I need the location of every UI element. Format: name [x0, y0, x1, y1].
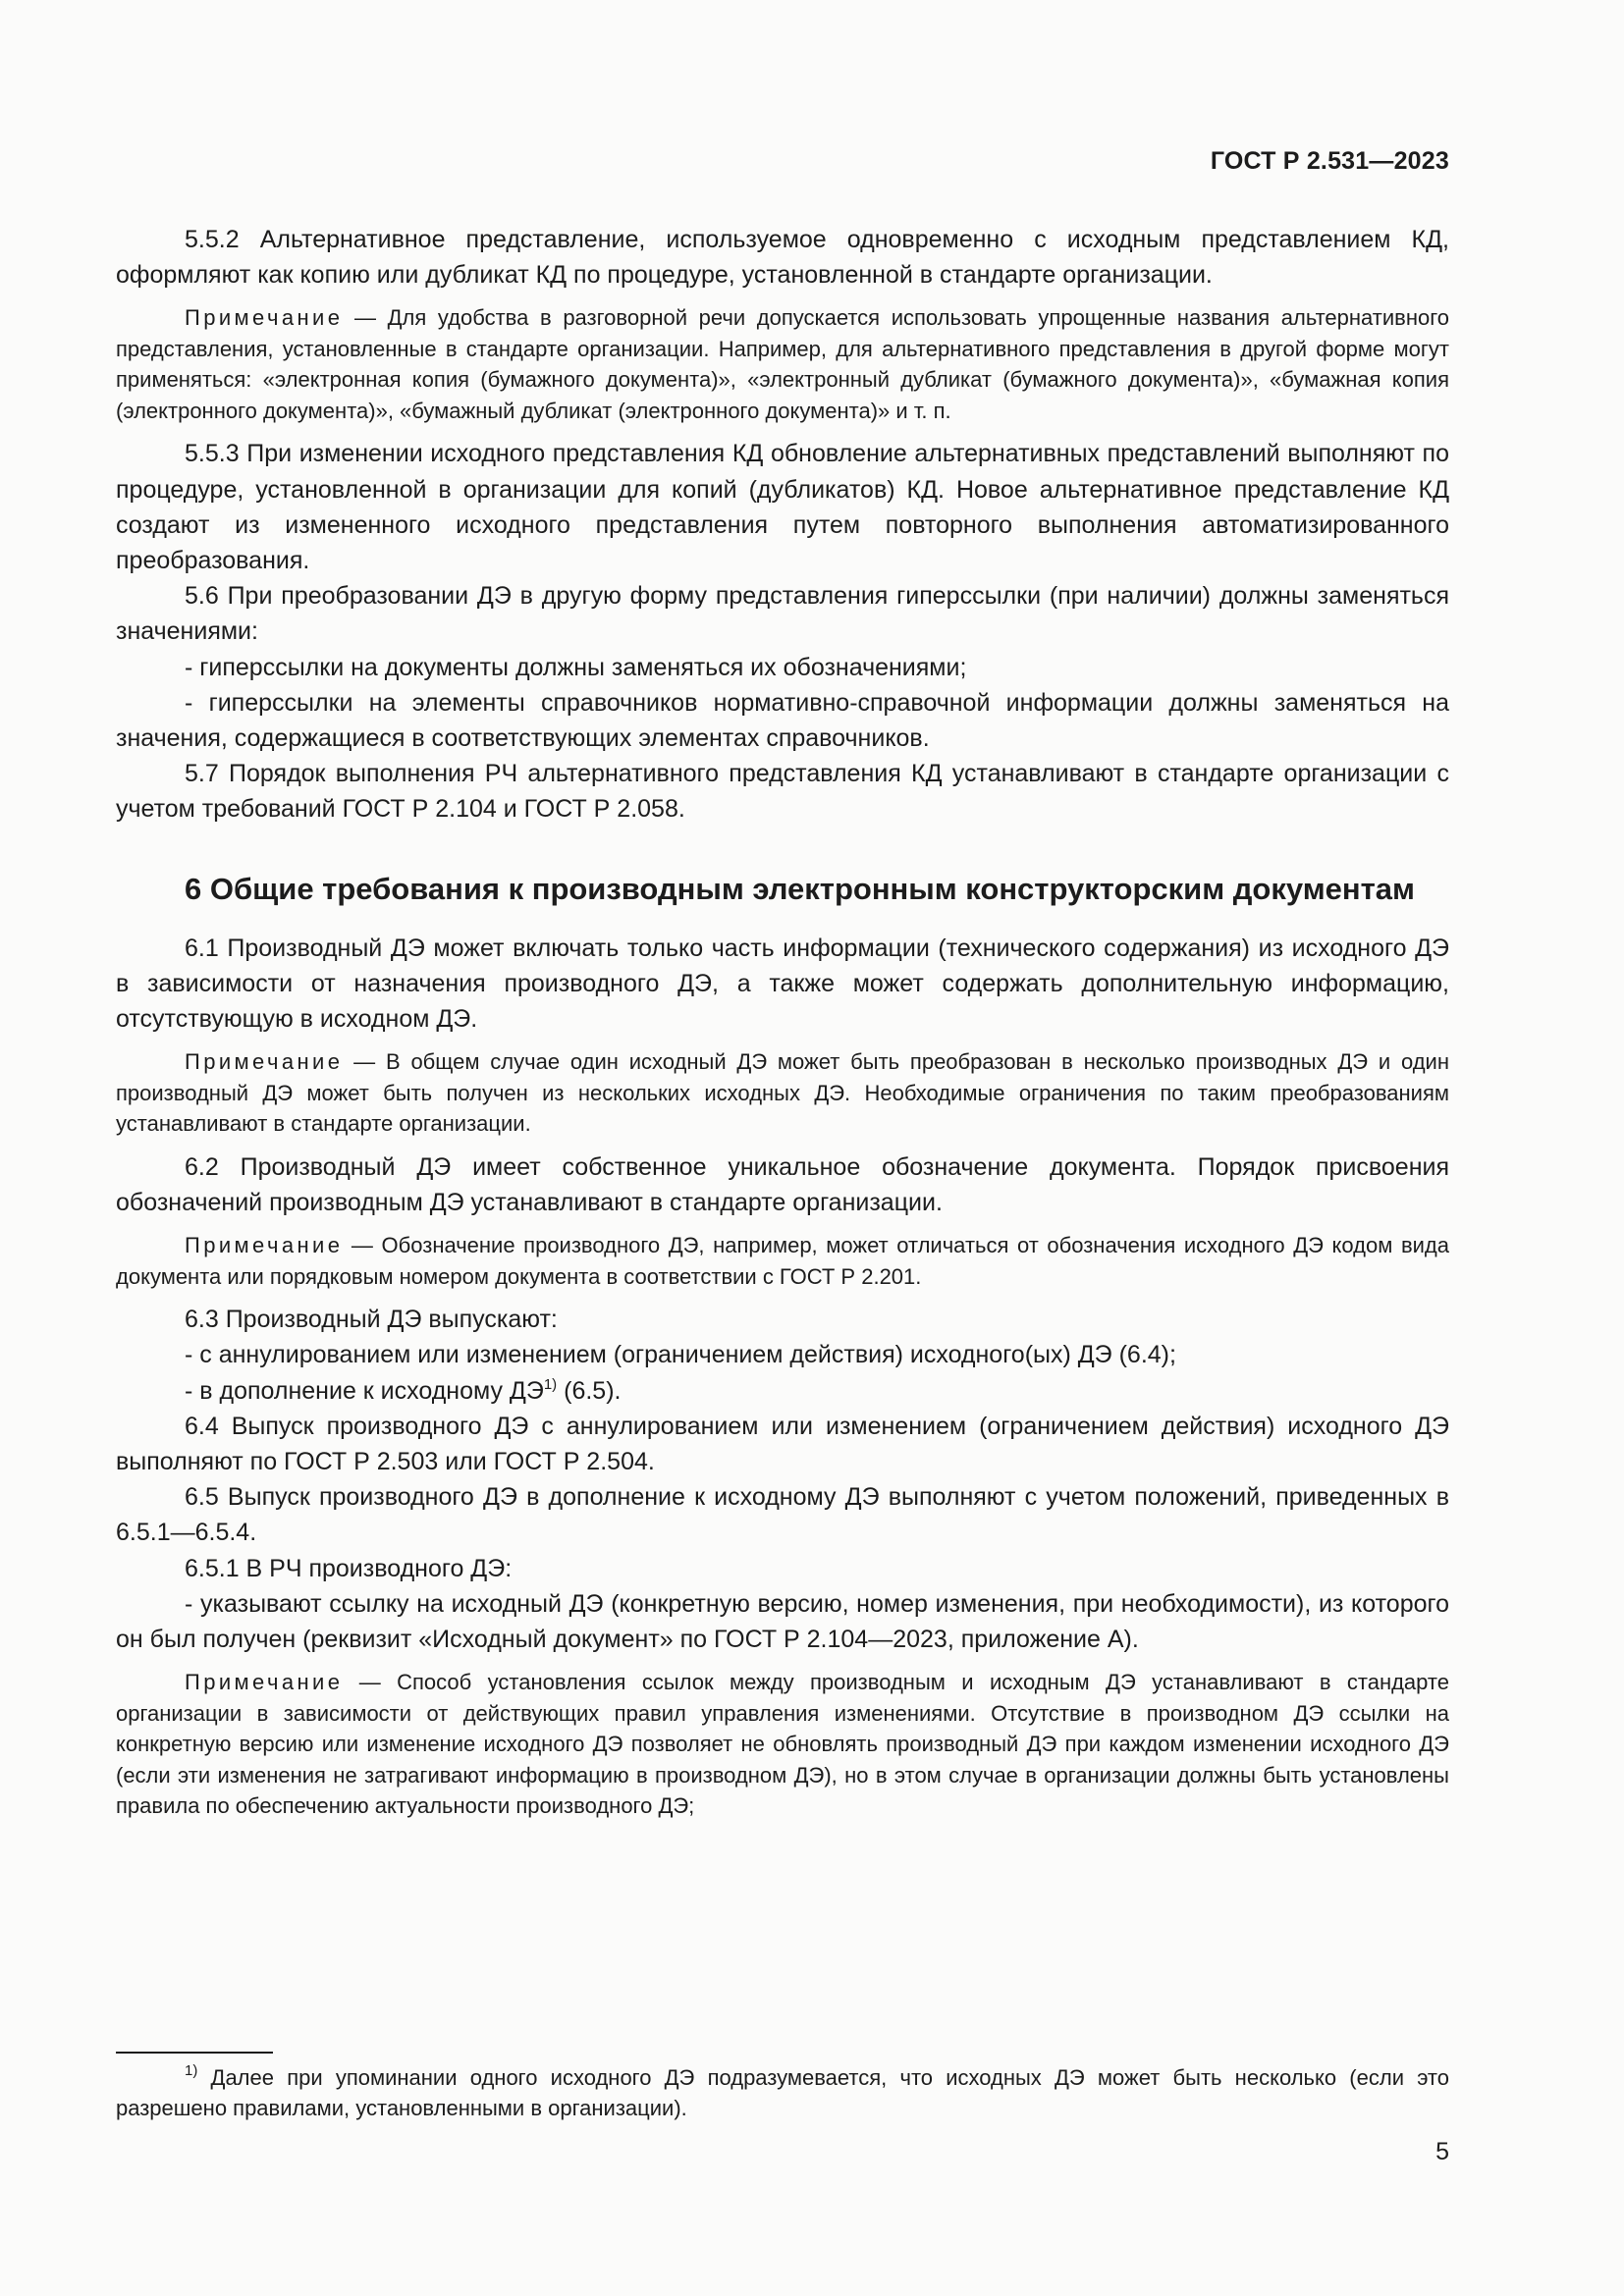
- list-item-6-5-1-a: - указывают ссылку на исходный ДЭ (конкретную версию, номер изменения, при необходимости), из которого он был получен (реквизит «Исходный документ» по ГОСТ Р 2.104—2023, приложение А).: [116, 1589, 1449, 1653]
- note-6-1: [116, 1046, 1449, 1140]
- note-text: — Обозначение производного ДЭ, например, может отличаться от обозначения исходного ДЭ кодом вида документа или порядковым номером документа в соответствии с ГОСТ Р 2.201.: [116, 1233, 1449, 1289]
- clause-5-5-2: 5.5.2 Альтернативное представление, используемое одновременно с исходным представлением КД, оформляют как копию или дубликат КД по процедуре, установленной в стандарте организации.: [116, 226, 1449, 290]
- document-code-header: ГОСТ Р 2.531—2023: [1210, 147, 1449, 175]
- list-item-text: - в дополнение к исходному ДЭ: [185, 1376, 544, 1405]
- list-item-6-3-a: - с аннулированием или изменением (ограничением действия) исходного(ых) ДЭ (6.4);: [185, 1341, 1176, 1369]
- clause-6-2: 6.2 Производный ДЭ имеет собственное уникальное обозначение документа. Порядок присвоения обозначений производным ДЭ устанавливают в стандарте организации.: [116, 1152, 1449, 1216]
- footnote-marker: 1): [185, 2062, 198, 2079]
- clause-6-4: 6.4 Выпуск производного ДЭ с аннулированием или изменением (ограничением действия) исходного ДЭ выполняют по ГОСТ Р 2.503 или ГОСТ Р 2.504.: [116, 1412, 1449, 1475]
- note-text: — В общем случае один исходный ДЭ может быть преобразован в несколько производных ДЭ и один производный ДЭ может быть получен из нескольких исходных ДЭ. Необходимые ограничения по таким преобразованиям устанавливают в стандарте организации.: [116, 1049, 1449, 1137]
- footnote-divider: [116, 2052, 273, 2054]
- note-label: Примечание: [185, 1670, 344, 1695]
- list-item-6-3-b: [116, 1373, 1449, 1409]
- note-label: Примечание: [185, 1049, 344, 1075]
- note-text: — Для удобства в разговорной речи допускается использовать упрощенные названия альтернативного представления, установленные в стандарте организации. Например, для альтернативного представления в другой форме могут применяться: «электронная копия (бумажного документа)», «электронный дубликат (бумажного документа)», «бумажная копия (электронного документа)», «бумажный дубликат (электронного документа)» и т. п.: [116, 305, 1449, 423]
- clause-6-5-1: 6.5.1 В РЧ производного ДЭ:: [185, 1554, 513, 1582]
- note-6-2: [116, 1230, 1449, 1292]
- footnote-text: Далее при упоминании одного исходного ДЭ подразумевается, что исходных ДЭ может быть несколько (если это разрешено правилами, установленными в организации).: [116, 2065, 1449, 2120]
- note-5-5-2: [116, 302, 1449, 426]
- list-item-5-6-b: - гиперссылки на элементы справочников нормативно-справочной информации должны заменяться на значения, содержащиеся в соответствующих элементах справочников.: [116, 688, 1449, 753]
- list-item-text: (6.5).: [557, 1376, 622, 1405]
- document-body: [116, 222, 1449, 1832]
- page-number: 5: [1435, 2138, 1449, 2165]
- clause-5-5-3: 5.5.3 При изменении исходного представления КД обновление альтернативных представлений выполняют по процедуре, установленной в организации для копий (дубликатов) КД. Новое альтернативное представление КД создают из измененного исходного представления путем повторного выполнения автоматизированного преобразования.: [116, 440, 1449, 575]
- footnote: [116, 2062, 1449, 2123]
- note-6-5-1: [116, 1667, 1449, 1822]
- footnote-reference[interactable]: 1): [543, 1375, 558, 1393]
- clause-5-7: 5.7 Порядок выполнения РЧ альтернативного представления КД устанавливают в стандарте организации с учетом требований ГОСТ Р 2.104 и ГОСТ Р 2.058.: [116, 760, 1449, 824]
- clause-6-3: 6.3 Производный ДЭ выпускают:: [185, 1306, 558, 1334]
- clause-6-1: 6.1 Производный ДЭ может включать только часть информации (технического содержания) из исходного ДЭ в зависимости от назначения производного ДЭ, а также может содержать дополнительную информацию, отсутствующую в исходном ДЭ.: [116, 934, 1449, 1034]
- section-6-heading: 6 Общие требования к производным электронным конструкторским документам: [185, 871, 1415, 906]
- note-label: Примечание: [185, 1233, 344, 1258]
- note-text: — Способ установления ссылок между производным и исходным ДЭ устанавливают в стандарте организации в зависимости от действующих правил управления изменениями. Отсутствие в производном ДЭ ссылки на конкретную версию или изменение исходного ДЭ позволяет не обновлять производный ДЭ при каждом изменении исходного ДЭ (если эти изменения не затрагивают информацию в производном ДЭ), но в этом случае в организации должны быть установлены правила по обеспечению актуальности производного ДЭ;: [116, 1670, 1449, 1819]
- list-item-5-6-a: - гиперссылки на документы должны заменяться их обозначениями;: [185, 653, 967, 681]
- clause-5-6: 5.6 При преобразовании ДЭ в другую форму представления гиперссылки (при наличии) должны заменяться значениями:: [116, 582, 1449, 646]
- note-label: Примечание: [185, 305, 344, 331]
- clause-6-5: 6.5 Выпуск производного ДЭ в дополнение к исходному ДЭ выполняют с учетом положений, приведенных в 6.5.1—6.5.4.: [116, 1483, 1449, 1547]
